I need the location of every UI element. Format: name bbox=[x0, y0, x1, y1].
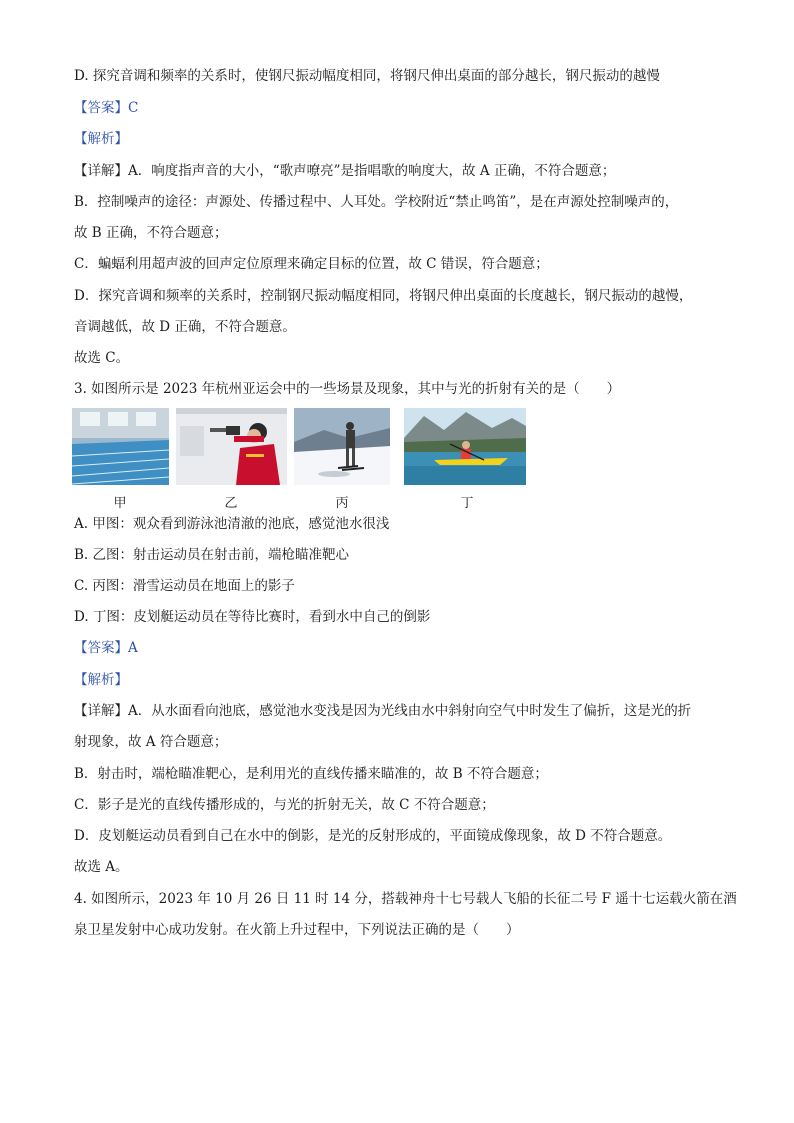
q2-detail-a: 【详解】A．响度指声音的大小，“歌声嘹亮”是指唱歌的响度大，故 A 正确，不符合题意； bbox=[74, 163, 616, 179]
q2-detail-c: C．蝙蝠利用超声波的回声定位原理来确定目标的位置，故 C 错误，符合题意； bbox=[74, 256, 549, 272]
q2-analysis-heading: 【解析】 bbox=[74, 131, 128, 147]
caption-bing: 丙 bbox=[335, 496, 349, 511]
figure-skier bbox=[294, 408, 390, 485]
q2-answer: 【答案】C bbox=[74, 100, 139, 116]
figure-pool bbox=[72, 408, 169, 485]
q3-conclusion: 故选 A。 bbox=[74, 859, 129, 875]
q2-detail-d: D．探究音调和频率的关系时，控制钢尺振动幅度相同，将钢尺伸出桌面的长度越长，钢尺振动的越慢， bbox=[74, 288, 693, 304]
q4-stem: 4. 如图所示，2023 年 10 月 26 日 11 时 14 分，搭载神舟十七号载人飞船的长征二号 F 遥十七运载火箭在酒 bbox=[74, 891, 737, 907]
q3-analysis-heading: 【解析】 bbox=[74, 672, 128, 688]
q3-detail-a-cont: 射现象，故 A 符合题意； bbox=[74, 734, 228, 750]
q3-detail-d: D．皮划艇运动员看到自己在水中的倒影，是光的反射形成的，平面镜成像现象，故 D 不符合题意。 bbox=[74, 828, 672, 844]
figure-kayak bbox=[404, 408, 526, 485]
q3-stem: 3. 如图所示是 2023 年杭州亚运会中的一些场景及现象，其中与光的折射有关的是（ ） bbox=[74, 381, 621, 397]
figure-shooter bbox=[176, 408, 287, 485]
q3-detail-b: B．射击时，端枪瞄准靶心，是利用光的直线传播来瞄准的，故 B 不符合题意； bbox=[74, 766, 548, 782]
caption-jia: 甲 bbox=[113, 496, 127, 511]
q3-option-c: C. 丙图：滑雪运动员在地面上的影子 bbox=[74, 578, 295, 594]
caption-ding: 丁 bbox=[460, 496, 474, 511]
q3-answer: 【答案】A bbox=[74, 640, 138, 656]
q3-option-a: A. 甲图：观众看到游泳池清澈的池底，感觉池水很浅 bbox=[74, 516, 390, 532]
q2-detail-b: B．控制噪声的途径：声源处、传播过程中、人耳处。学校附近“禁止鸣笛”，是在声源处控制噪声的， bbox=[74, 194, 679, 210]
caption-yi: 乙 bbox=[224, 496, 238, 511]
q2-detail-d-cont: 音调越低，故 D 正确，不符合题意。 bbox=[74, 319, 296, 335]
q2-detail-b-cont: 故 B 正确，不符合题意； bbox=[74, 225, 228, 241]
q2-option-d: D. 探究音调和频率的关系时，使钢尺振动幅度相同，将钢尺伸出桌面的部分越长，钢尺振动的越慢 bbox=[74, 68, 660, 84]
q2-conclusion: 故选 C。 bbox=[74, 350, 130, 366]
q3-figures bbox=[72, 408, 532, 511]
q3-option-b: B. 乙图：射击运动员在射击前，端枪瞄准靶心 bbox=[74, 547, 350, 563]
q4-stem-cont: 泉卫星发射中心成功发射。在火箭上升过程中，下列说法正确的是（ ） bbox=[74, 922, 520, 938]
q3-detail-c: C．影子是光的直线传播形成的，与光的折射无关，故 C 不符合题意； bbox=[74, 797, 495, 813]
q3-detail-a: 【详解】A．从水面看向池底，感觉池水变浅是因为光线由水中斜射向空气中时发生了偏折，这是光的折 bbox=[74, 703, 692, 719]
q3-option-d: D. 丁图：皮划艇运动员在等待比赛时，看到水中自己的倒影 bbox=[74, 609, 431, 625]
